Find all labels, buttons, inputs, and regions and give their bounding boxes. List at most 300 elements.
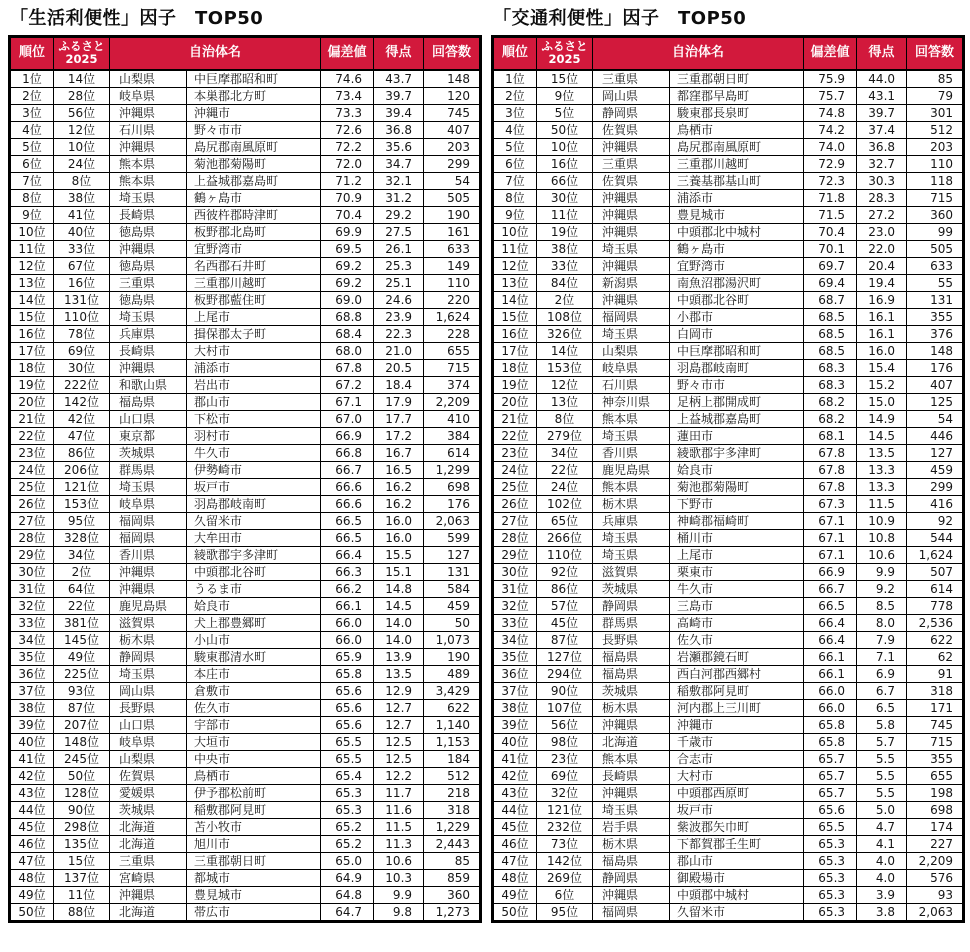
- responses-count-cell: 79: [907, 87, 964, 104]
- table-row: [10, 529, 481, 546]
- furusato-2025-rank-cell: 33位: [537, 257, 593, 274]
- prefecture-cell: 岐阜県: [110, 87, 187, 104]
- deviation-value-cell: 67.8: [804, 461, 857, 478]
- furusato-2025-rank-cell: 22位: [537, 461, 593, 478]
- deviation-value-cell: 65.2: [321, 818, 374, 835]
- responses-count-cell: 228: [424, 325, 481, 342]
- deviation-value-cell: 65.5: [321, 733, 374, 750]
- municipality-cell: 菊池郡菊陽町: [670, 478, 804, 495]
- responses-count-cell: 512: [424, 767, 481, 784]
- deviation-value-cell: 65.6: [321, 699, 374, 716]
- deviation-value-cell: 68.2: [804, 393, 857, 410]
- furusato-2025-rank-cell: 84位: [537, 274, 593, 291]
- table-row: [493, 478, 964, 495]
- municipality-cell: 姶良市: [187, 597, 321, 614]
- deviation-value-cell: 66.4: [804, 614, 857, 631]
- responses-count-cell: 203: [424, 138, 481, 155]
- prefecture-cell: 沖縄県: [110, 886, 187, 903]
- prefecture-cell: 静岡県: [593, 597, 670, 614]
- prefecture-cell: 栃木県: [593, 835, 670, 852]
- table-row: [493, 189, 964, 206]
- responses-count-cell: 2,063: [424, 512, 481, 529]
- table-row: [10, 716, 481, 733]
- rank-cell: 13位: [493, 274, 537, 291]
- furusato-2025-rank-cell: 102位: [537, 495, 593, 512]
- deviation-value-cell: 66.9: [321, 427, 374, 444]
- responses-count-cell: 2,209: [907, 852, 964, 869]
- municipality-cell: 三重郡川越町: [187, 274, 321, 291]
- furusato-2025-rank-cell: 8位: [54, 172, 110, 189]
- rank-cell: 4位: [493, 121, 537, 138]
- municipality-cell: 河内郡上三川町: [670, 699, 804, 716]
- prefecture-cell: 群馬県: [110, 461, 187, 478]
- municipality-cell: 下都賀郡壬生町: [670, 835, 804, 852]
- municipality-cell: 牛久市: [670, 580, 804, 597]
- municipality-cell: 中頭郡北谷町: [670, 291, 804, 308]
- prefecture-cell: 福岡県: [593, 903, 670, 921]
- table-row: [493, 852, 964, 869]
- responses-count-cell: 131: [424, 563, 481, 580]
- score-cell: 12.2: [374, 767, 424, 784]
- table-row: [493, 631, 964, 648]
- table-row: [10, 699, 481, 716]
- prefecture-cell: 埼玉県: [110, 665, 187, 682]
- responses-count-cell: 374: [424, 376, 481, 393]
- municipality-cell: 坂戸市: [187, 478, 321, 495]
- furusato-2025-rank-cell: 24位: [537, 478, 593, 495]
- table-row: [493, 206, 964, 223]
- responses-count-cell: 745: [907, 716, 964, 733]
- responses-count-cell: 110: [907, 155, 964, 172]
- deviation-value-cell: 65.3: [804, 886, 857, 903]
- rank-cell: 16位: [10, 325, 54, 342]
- score-cell: 34.7: [374, 155, 424, 172]
- score-cell: 27.2: [857, 206, 907, 223]
- municipality-cell: 佐久市: [187, 699, 321, 716]
- municipality-cell: 岩瀬郡鏡石町: [670, 648, 804, 665]
- municipality-cell: 島尻郡南風原町: [670, 138, 804, 155]
- prefecture-cell: 三重県: [110, 274, 187, 291]
- responses-count-cell: 407: [424, 121, 481, 138]
- score-cell: 24.6: [374, 291, 424, 308]
- prefecture-cell: 沖縄県: [110, 240, 187, 257]
- rank-cell: 38位: [493, 699, 537, 716]
- prefecture-cell: 静岡県: [593, 869, 670, 886]
- table-row: [493, 274, 964, 291]
- municipality-cell: 上益城郡嘉島町: [670, 410, 804, 427]
- deviation-value-cell: 65.8: [804, 716, 857, 733]
- rank-cell: 41位: [10, 750, 54, 767]
- furusato-2025-rank-cell: 10位: [537, 138, 593, 155]
- table-row: [10, 104, 481, 121]
- responses-count-cell: 318: [907, 682, 964, 699]
- prefecture-cell: 岐阜県: [110, 495, 187, 512]
- score-cell: 39.7: [857, 104, 907, 121]
- score-cell: 25.3: [374, 257, 424, 274]
- municipality-cell: 沖縄市: [670, 716, 804, 733]
- rank-cell: 21位: [10, 410, 54, 427]
- table-row: [10, 665, 481, 682]
- score-cell: 16.0: [374, 529, 424, 546]
- furusato-2025-rank-cell: 22位: [54, 597, 110, 614]
- prefecture-cell: 岡山県: [110, 682, 187, 699]
- furusato-2025-rank-cell: 5位: [537, 104, 593, 121]
- municipality-cell: 蓮田市: [670, 427, 804, 444]
- responses-count-cell: 584: [424, 580, 481, 597]
- deviation-value-cell: 66.0: [804, 682, 857, 699]
- score-cell: 13.9: [374, 648, 424, 665]
- municipality-cell: 豊見城市: [670, 206, 804, 223]
- rank-cell: 47位: [493, 852, 537, 869]
- rank-cell: 9位: [493, 206, 537, 223]
- responses-count-cell: 715: [424, 359, 481, 376]
- municipality-cell: 羽島郡岐南町: [187, 495, 321, 512]
- furusato-2025-rank-cell: 73位: [537, 835, 593, 852]
- furusato-2025-rank-cell: 86位: [54, 444, 110, 461]
- furusato-2025-rank-cell: 2位: [54, 563, 110, 580]
- deviation-value-cell: 65.7: [804, 784, 857, 801]
- table-row: [493, 291, 964, 308]
- score-cell: 5.0: [857, 801, 907, 818]
- rank-cell: 4位: [10, 121, 54, 138]
- municipality-cell: 中頭郡北中城村: [670, 223, 804, 240]
- municipality-cell: 中巨摩郡昭和町: [187, 70, 321, 88]
- table-row: [493, 869, 964, 886]
- furusato-2025-rank-cell: 28位: [54, 87, 110, 104]
- score-cell: 23.9: [374, 308, 424, 325]
- responses-count-cell: 55: [907, 274, 964, 291]
- municipality-cell: 羽島郡岐南町: [670, 359, 804, 376]
- rank-cell: 42位: [10, 767, 54, 784]
- score-cell: 13.3: [857, 461, 907, 478]
- score-cell: 12.9: [374, 682, 424, 699]
- rank-cell: 47位: [10, 852, 54, 869]
- score-cell: 7.9: [857, 631, 907, 648]
- table-row: [10, 444, 481, 461]
- score-cell: 7.1: [857, 648, 907, 665]
- furusato-2025-rank-cell: 40位: [54, 223, 110, 240]
- responses-count-cell: 92: [907, 512, 964, 529]
- rank-cell: 35位: [10, 648, 54, 665]
- rank-cell: 31位: [493, 580, 537, 597]
- furusato-2025-rank-cell: 49位: [54, 648, 110, 665]
- score-cell: 18.4: [374, 376, 424, 393]
- rank-cell: 18位: [10, 359, 54, 376]
- table-row: [493, 223, 964, 240]
- responses-count-cell: 2,063: [907, 903, 964, 921]
- deviation-value-cell: 66.8: [321, 444, 374, 461]
- prefecture-cell: 埼玉県: [110, 478, 187, 495]
- prefecture-cell: 埼玉県: [110, 308, 187, 325]
- prefecture-cell: 長崎県: [110, 206, 187, 223]
- furusato-2025-rank-cell: 87位: [537, 631, 593, 648]
- prefecture-cell: 北海道: [110, 818, 187, 835]
- deviation-value-cell: 65.8: [804, 733, 857, 750]
- table-row: [10, 155, 481, 172]
- municipality-cell: 郡山市: [670, 852, 804, 869]
- deviation-value-cell: 72.6: [321, 121, 374, 138]
- score-cell: 44.0: [857, 70, 907, 88]
- table-row: [10, 784, 481, 801]
- furusato-2025-rank-cell: 56位: [54, 104, 110, 121]
- responses-count-cell: 127: [424, 546, 481, 563]
- score-cell: 43.1: [857, 87, 907, 104]
- table-row: [493, 87, 964, 104]
- municipality-cell: 御殿場市: [670, 869, 804, 886]
- table-row: [10, 495, 481, 512]
- deviation-value-cell: 65.3: [804, 852, 857, 869]
- rank-cell: 28位: [10, 529, 54, 546]
- score-cell: 16.2: [374, 478, 424, 495]
- responses-count-cell: 698: [424, 478, 481, 495]
- col-header-furusato-line1: ふるさと: [541, 39, 588, 54]
- score-cell: 14.8: [374, 580, 424, 597]
- prefecture-cell: 福島県: [593, 665, 670, 682]
- rank-cell: 26位: [493, 495, 537, 512]
- score-cell: 8.5: [857, 597, 907, 614]
- prefecture-cell: 埼玉県: [110, 189, 187, 206]
- furusato-2025-rank-cell: 107位: [537, 699, 593, 716]
- responses-count-cell: 62: [907, 648, 964, 665]
- furusato-2025-rank-cell: 14位: [537, 342, 593, 359]
- score-cell: 36.8: [374, 121, 424, 138]
- municipality-cell: 神崎郡福崎町: [670, 512, 804, 529]
- deviation-value-cell: 69.7: [804, 257, 857, 274]
- furusato-2025-rank-cell: 50位: [537, 121, 593, 138]
- table-row: [10, 257, 481, 274]
- table-row: [493, 240, 964, 257]
- deviation-value-cell: 67.1: [321, 393, 374, 410]
- prefecture-cell: 徳島県: [110, 291, 187, 308]
- responses-count-cell: 171: [907, 699, 964, 716]
- table-row: [10, 818, 481, 835]
- table-row: [493, 886, 964, 903]
- responses-count-cell: 715: [907, 733, 964, 750]
- table-row: [10, 801, 481, 818]
- rank-cell: 17位: [493, 342, 537, 359]
- score-cell: 10.6: [857, 546, 907, 563]
- table-row: [10, 767, 481, 784]
- prefecture-cell: 埼玉県: [593, 801, 670, 818]
- col-header-responses: 回答数: [907, 37, 964, 70]
- responses-count-cell: 2,209: [424, 393, 481, 410]
- rank-cell: 6位: [10, 155, 54, 172]
- rank-cell: 25位: [493, 478, 537, 495]
- deviation-value-cell: 65.2: [321, 835, 374, 852]
- table-row: [10, 597, 481, 614]
- deviation-value-cell: 73.4: [321, 87, 374, 104]
- prefecture-cell: 滋賀県: [593, 563, 670, 580]
- furusato-2025-rank-cell: 24位: [54, 155, 110, 172]
- responses-count-cell: 1,624: [424, 308, 481, 325]
- rank-cell: 14位: [10, 291, 54, 308]
- furusato-2025-rank-cell: 294位: [537, 665, 593, 682]
- municipality-cell: 宇部市: [187, 716, 321, 733]
- prefecture-cell: 神奈川県: [593, 393, 670, 410]
- score-cell: 9.8: [374, 903, 424, 921]
- responses-count-cell: 125: [907, 393, 964, 410]
- furusato-2025-rank-cell: 66位: [537, 172, 593, 189]
- table-row: [10, 172, 481, 189]
- score-cell: 9.2: [857, 580, 907, 597]
- furusato-2025-rank-cell: 279位: [537, 427, 593, 444]
- municipality-cell: 都窪郡早島町: [670, 87, 804, 104]
- col-header-score: 得点: [857, 37, 907, 70]
- municipality-cell: 島尻郡南風原町: [187, 138, 321, 155]
- table-row: [493, 648, 964, 665]
- responses-count-cell: 622: [907, 631, 964, 648]
- furusato-2025-rank-cell: 67位: [54, 257, 110, 274]
- col-header-rank: 順位: [10, 37, 54, 70]
- prefecture-cell: 佐賀県: [593, 172, 670, 189]
- furusato-2025-rank-cell: 153位: [54, 495, 110, 512]
- rank-cell: 43位: [493, 784, 537, 801]
- prefecture-cell: 埼玉県: [593, 546, 670, 563]
- rank-cell: 29位: [493, 546, 537, 563]
- rank-cell: 45位: [10, 818, 54, 835]
- table-row: [10, 580, 481, 597]
- table-row: [10, 70, 481, 88]
- prefecture-cell: 沖縄県: [593, 291, 670, 308]
- table-row: [493, 818, 964, 835]
- table-row: [10, 733, 481, 750]
- rank-cell: 12位: [10, 257, 54, 274]
- prefecture-cell: 鹿児島県: [110, 597, 187, 614]
- prefecture-cell: 宮崎県: [110, 869, 187, 886]
- rank-cell: 5位: [493, 138, 537, 155]
- deviation-value-cell: 66.6: [321, 495, 374, 512]
- score-cell: 11.5: [374, 818, 424, 835]
- prefecture-cell: 群馬県: [593, 614, 670, 631]
- responses-count-cell: 148: [907, 342, 964, 359]
- rank-cell: 21位: [493, 410, 537, 427]
- score-cell: 8.0: [857, 614, 907, 631]
- prefecture-cell: 茨城県: [593, 682, 670, 699]
- municipality-cell: 帯広市: [187, 903, 321, 921]
- prefecture-cell: 沖縄県: [110, 580, 187, 597]
- prefecture-cell: 鹿児島県: [593, 461, 670, 478]
- table-row: [10, 325, 481, 342]
- municipality-cell: 高崎市: [670, 614, 804, 631]
- table-row: [10, 274, 481, 291]
- rank-cell: 2位: [493, 87, 537, 104]
- prefecture-cell: 福岡県: [593, 308, 670, 325]
- furusato-2025-rank-cell: 30位: [537, 189, 593, 206]
- rank-cell: 42位: [493, 767, 537, 784]
- prefecture-cell: 岩手県: [593, 818, 670, 835]
- deviation-value-cell: 69.2: [321, 274, 374, 291]
- table-row: [493, 801, 964, 818]
- rank-cell: 24位: [10, 461, 54, 478]
- prefecture-cell: 福島県: [110, 393, 187, 410]
- score-cell: 13.3: [857, 478, 907, 495]
- col-header-furusato-line2: 2025: [548, 52, 581, 67]
- table-title-life-convenience: 「生活利便性」因子 TOP50: [10, 8, 264, 29]
- furusato-2025-rank-cell: 137位: [54, 869, 110, 886]
- score-cell: 15.1: [374, 563, 424, 580]
- responses-count-cell: 118: [907, 172, 964, 189]
- municipality-cell: 駿東郡清水町: [187, 648, 321, 665]
- municipality-cell: 宜野湾市: [187, 240, 321, 257]
- rank-cell: 23位: [10, 444, 54, 461]
- responses-count-cell: 218: [424, 784, 481, 801]
- rank-cell: 14位: [493, 291, 537, 308]
- responses-count-cell: 407: [907, 376, 964, 393]
- deviation-value-cell: 66.1: [321, 597, 374, 614]
- furusato-2025-rank-cell: 88位: [54, 903, 110, 921]
- prefecture-cell: 岡山県: [593, 87, 670, 104]
- responses-count-cell: 85: [424, 852, 481, 869]
- score-cell: 11.3: [374, 835, 424, 852]
- table-row: [493, 155, 964, 172]
- furusato-2025-rank-cell: 142位: [54, 393, 110, 410]
- responses-count-cell: 161: [424, 223, 481, 240]
- score-cell: 4.0: [857, 869, 907, 886]
- deviation-value-cell: 71.5: [804, 206, 857, 223]
- deviation-value-cell: 68.5: [804, 342, 857, 359]
- responses-count-cell: 190: [424, 206, 481, 223]
- municipality-cell: 中頭郡西原町: [670, 784, 804, 801]
- responses-count-cell: 1,153: [424, 733, 481, 750]
- furusato-2025-rank-cell: 266位: [537, 529, 593, 546]
- municipality-cell: 旭川市: [187, 835, 321, 852]
- responses-count-cell: 459: [424, 597, 481, 614]
- score-cell: 12.5: [374, 733, 424, 750]
- deviation-value-cell: 64.7: [321, 903, 374, 921]
- deviation-value-cell: 66.2: [321, 580, 374, 597]
- furusato-2025-rank-cell: 69位: [537, 767, 593, 784]
- furusato-2025-rank-cell: 148位: [54, 733, 110, 750]
- responses-count-cell: 505: [424, 189, 481, 206]
- rank-cell: 19位: [10, 376, 54, 393]
- furusato-2025-rank-cell: 87位: [54, 699, 110, 716]
- municipality-cell: 倉敷市: [187, 682, 321, 699]
- table-row: [493, 835, 964, 852]
- furusato-2025-rank-cell: 13位: [537, 393, 593, 410]
- deviation-value-cell: 66.0: [321, 631, 374, 648]
- rank-cell: 15位: [10, 308, 54, 325]
- score-cell: 14.9: [857, 410, 907, 427]
- score-cell: 20.5: [374, 359, 424, 376]
- responses-count-cell: 410: [424, 410, 481, 427]
- deviation-value-cell: 65.6: [321, 716, 374, 733]
- responses-count-cell: 1,140: [424, 716, 481, 733]
- deviation-value-cell: 66.7: [321, 461, 374, 478]
- deviation-value-cell: 67.1: [804, 529, 857, 546]
- responses-count-cell: 131: [907, 291, 964, 308]
- table-row: [493, 376, 964, 393]
- deviation-value-cell: 64.8: [321, 886, 374, 903]
- furusato-2025-rank-cell: 38位: [54, 189, 110, 206]
- furusato-2025-rank-cell: 11位: [54, 886, 110, 903]
- furusato-2025-rank-cell: 23位: [537, 750, 593, 767]
- responses-count-cell: 745: [424, 104, 481, 121]
- score-cell: 37.4: [857, 121, 907, 138]
- responses-count-cell: 576: [907, 869, 964, 886]
- table-body-life-convenience: [10, 70, 481, 922]
- table-row: [493, 580, 964, 597]
- furusato-2025-rank-cell: 30位: [54, 359, 110, 376]
- municipality-cell: 上益城郡嘉島町: [187, 172, 321, 189]
- rank-cell: 29位: [10, 546, 54, 563]
- municipality-cell: 大村市: [187, 342, 321, 359]
- score-cell: 23.0: [857, 223, 907, 240]
- rank-cell: 41位: [493, 750, 537, 767]
- rank-cell: 22位: [493, 427, 537, 444]
- municipality-cell: 小山市: [187, 631, 321, 648]
- score-cell: 28.3: [857, 189, 907, 206]
- municipality-cell: 西白河郡西郷村: [670, 665, 804, 682]
